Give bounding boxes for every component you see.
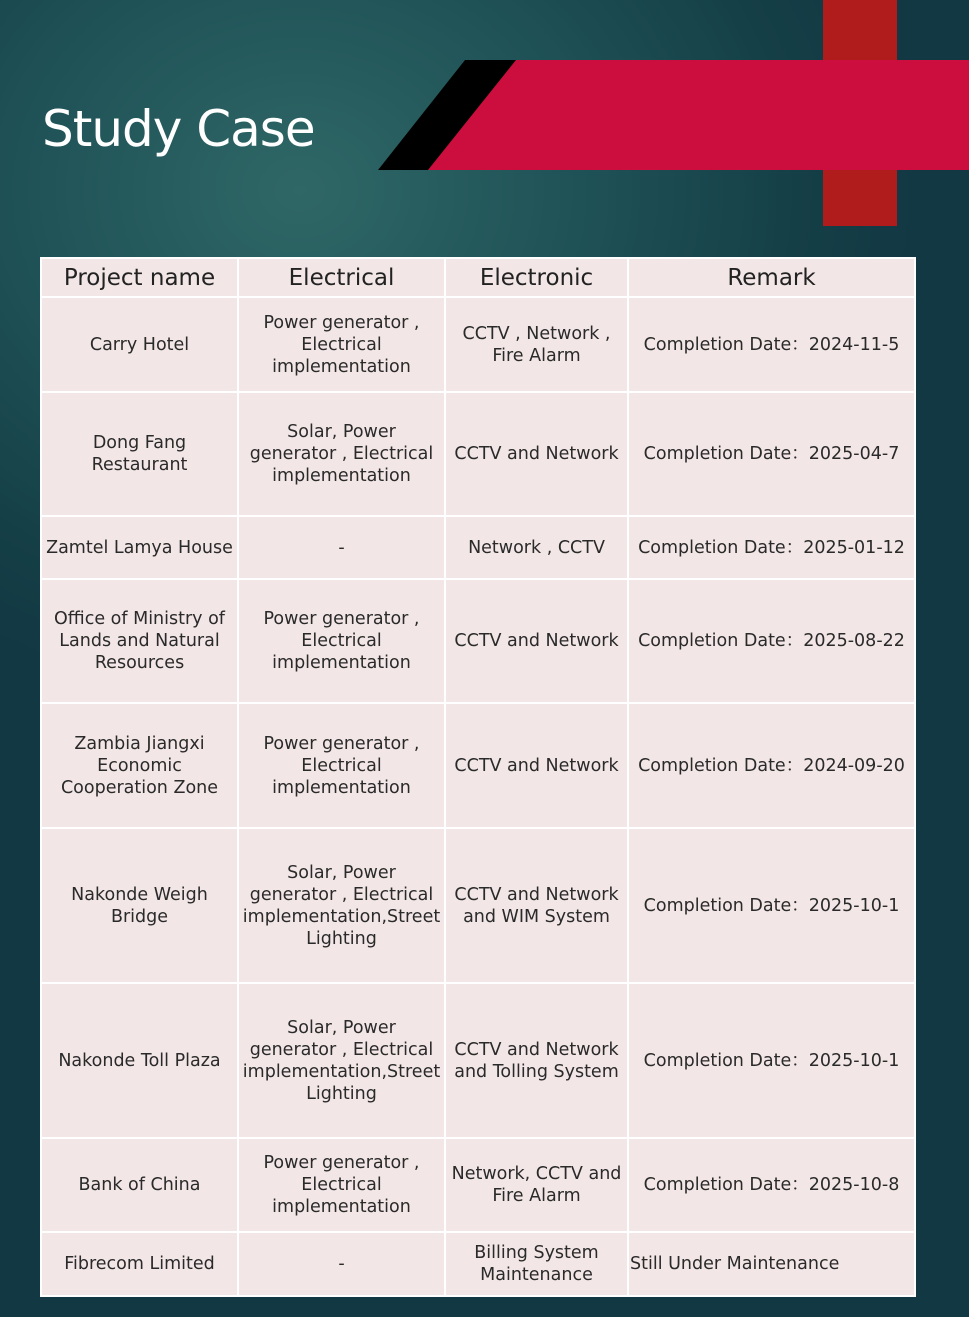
cell-remark: Completion Date：2025-08-22 — [628, 579, 915, 703]
cell-electrical: Power generator , Electrical implementation — [238, 579, 445, 703]
cell-electrical: Power generator , Electrical implementation — [238, 703, 445, 828]
table-row — [41, 1232, 915, 1296]
cell-electrical: - — [238, 516, 445, 579]
cell-electronic: CCTV and Network — [445, 703, 628, 828]
table-row — [41, 703, 915, 828]
cell-electrical: Solar, Power generator , Electrical implementation,Street Lighting — [238, 983, 445, 1138]
cell-remark: Completion Date：2025-10-8 — [628, 1138, 915, 1232]
cell-electronic: CCTV and Network and Tolling System — [445, 983, 628, 1138]
table-row — [41, 579, 915, 703]
cell-remark: Completion Date：2025-04-7 — [628, 392, 915, 516]
header-electronic: Electronic — [445, 258, 628, 297]
cell-electronic: CCTV and Network — [445, 579, 628, 703]
banner-red-ribbon — [428, 60, 969, 170]
table-row — [41, 983, 915, 1138]
page-title: Study Case — [42, 100, 315, 158]
cell-remark: Completion Date：2025-10-1 — [628, 983, 915, 1138]
cell-remark: Still Under Maintenance — [628, 1232, 915, 1296]
header-remark: Remark — [628, 258, 915, 297]
cell-electrical: Power generator , Electrical implementation — [238, 1138, 445, 1232]
cell-electrical: Power generator , Electrical implementation — [238, 297, 445, 392]
study-case-table-container — [40, 257, 914, 1297]
table-row — [41, 516, 915, 579]
cell-remark: Completion Date：2025-01-12 — [628, 516, 915, 579]
cell-electrical: Solar, Power generator , Electrical implementation,Street Lighting — [238, 828, 445, 983]
table-row — [41, 828, 915, 983]
table-row — [41, 1138, 915, 1232]
cell-project: Zamtel Lamya House — [41, 516, 238, 579]
cell-electronic: Network , CCTV — [445, 516, 628, 579]
cell-project: Nakonde Toll Plaza — [41, 983, 238, 1138]
table-header-row — [41, 258, 915, 297]
table-row — [41, 392, 915, 516]
study-case-table — [40, 257, 916, 1297]
cell-electrical: Solar, Power generator , Electrical implementation — [238, 392, 445, 516]
cell-electrical: - — [238, 1232, 445, 1296]
cell-remark: Completion Date：2025-10-1 — [628, 828, 915, 983]
cell-project: Zambia Jiangxi Economic Cooperation Zone — [41, 703, 238, 828]
cell-remark: Completion Date：2024-09-20 — [628, 703, 915, 828]
cell-electronic: CCTV and Network — [445, 392, 628, 516]
table-row — [41, 297, 915, 392]
cell-project: Nakonde Weigh Bridge — [41, 828, 238, 983]
cell-electronic: Network, CCTV and Fire Alarm — [445, 1138, 628, 1232]
cell-electronic: CCTV , Network , Fire Alarm — [445, 297, 628, 392]
cell-project: Carry Hotel — [41, 297, 238, 392]
cell-remark: Completion Date：2024-11-5 — [628, 297, 915, 392]
cell-project: Office of Ministry of Lands and Natural Resources — [41, 579, 238, 703]
cell-electronic: Billing System Maintenance — [445, 1232, 628, 1296]
header-electrical: Electrical — [238, 258, 445, 297]
cell-electronic: CCTV and Network and WIM System — [445, 828, 628, 983]
cell-project: Fibrecom Limited — [41, 1232, 238, 1296]
cell-project: Dong Fang Restaurant — [41, 392, 238, 516]
cell-project: Bank of China — [41, 1138, 238, 1232]
header-project-name: Project name — [41, 258, 238, 297]
